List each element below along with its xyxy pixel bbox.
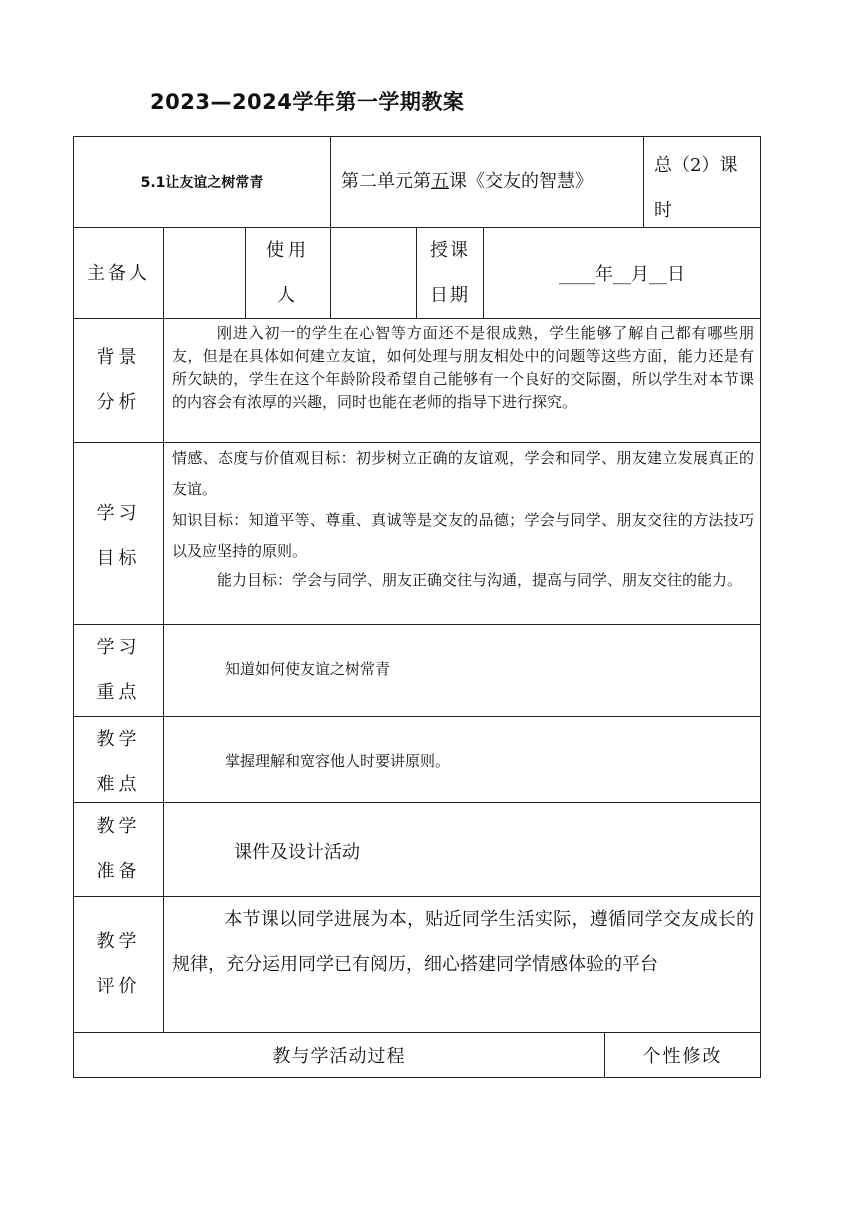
goal-emotion: 情感、态度与价值观目标：初步树立正确的友谊观，学会和同学、朋友建立发展真正的友谊。	[172, 449, 754, 498]
total-hours-line2: 时	[654, 200, 672, 221]
preparation-text-cell	[164, 803, 760, 897]
background-text: 刚进入初一的学生在心智等方面还不是很成熟，学生能够了解自己都有哪些朋友，但是在具体如何建立友谊，如何处理与朋友相处中的问题等这些方面，能力还是有所欠缺的，学生在这个年龄阶段希望自己能够有一个良好的交际圈，所以学生对本节课的内容会有浓厚的兴趣，同时也能在老师的指导下进行探究。	[172, 324, 754, 411]
date-label-line1: 授课	[430, 240, 470, 261]
total-hours-line1: 总（2）课	[654, 155, 738, 176]
difficulties-label-line2: 难点	[96, 774, 141, 795]
lead-preparer-label: 主备人	[87, 262, 150, 284]
document-title: 2023—2024学年第一学期教案	[150, 90, 465, 114]
evaluation-label-cell	[74, 897, 164, 1033]
difficulties-text: 掌握理解和宽容他人时要讲原则。	[225, 752, 451, 770]
user-label-line2: 人	[277, 285, 299, 306]
date-value: ____年__月__日	[559, 264, 685, 285]
lesson-plan-table	[73, 136, 761, 1078]
goals-label-cell	[74, 443, 164, 625]
process-header: 教与学活动过程	[272, 1046, 406, 1067]
key-points-text: 知道如何使友谊之树常青	[225, 660, 391, 678]
evaluation-text: 本节课以同学进展为本，贴近同学生活实际，遵循同学交友成长的规律，充分运用同学已有阅历，细心搭建同学情感体验的平台	[172, 909, 754, 975]
lead-preparer-label-cell	[74, 228, 164, 319]
evaluation-text-cell	[164, 897, 760, 1033]
key-points-text-cell	[164, 625, 760, 717]
preparation-label-line2: 准备	[96, 861, 141, 882]
user-label-line1: 使用	[266, 240, 310, 261]
goals-label-line1: 学习	[96, 503, 141, 524]
goals-text-cell	[164, 443, 760, 625]
goals-label-line2: 目标	[96, 548, 141, 569]
background-label-line1: 背景	[96, 347, 141, 368]
difficulties-label-line1: 教学	[96, 729, 141, 750]
evaluation-label-line2: 评价	[96, 976, 141, 997]
evaluation-label-line1: 教学	[96, 931, 141, 952]
total-hours-cell	[644, 137, 760, 228]
modify-header: 个性修改	[642, 1046, 723, 1067]
process-header-cell	[74, 1033, 605, 1077]
lesson-title-cell	[74, 137, 331, 228]
goal-knowledge: 知识目标：知道平等、尊重、真诚等是交友的品德；学会与同学、朋友交往的方法技巧以及应坚持的原则。	[172, 511, 754, 560]
date-value-cell	[484, 228, 760, 319]
difficulties-label-cell	[74, 717, 164, 803]
preparation-text: 课件及设计活动	[234, 842, 360, 863]
preparation-label-cell	[74, 803, 164, 897]
modify-header-cell	[605, 1033, 760, 1077]
background-label-cell	[74, 319, 164, 443]
key-points-label-cell	[74, 625, 164, 717]
difficulties-text-cell	[164, 717, 760, 803]
date-label-line2: 日期	[430, 285, 470, 306]
key-points-label-line1: 学习	[96, 637, 141, 658]
unit-title: 第二单元第五课《交友的智慧》	[341, 171, 593, 192]
background-text-cell	[164, 319, 760, 443]
key-points-label-line2: 重点	[96, 682, 141, 703]
lesson-title: 5.1让友谊之树常青	[140, 175, 264, 191]
date-label-cell	[417, 228, 484, 319]
goal-ability: 能力目标：学会与同学、朋友正确交往与沟通，提高与同学、朋友交往的能力。	[217, 571, 743, 589]
background-label-line2: 分析	[96, 392, 141, 413]
unit-number: 五	[431, 171, 449, 192]
preparation-label-line1: 教学	[96, 816, 141, 837]
user-label-cell	[246, 228, 331, 319]
user-value-cell	[331, 228, 417, 319]
lead-preparer-value-cell	[164, 228, 246, 319]
unit-cell	[331, 137, 644, 228]
